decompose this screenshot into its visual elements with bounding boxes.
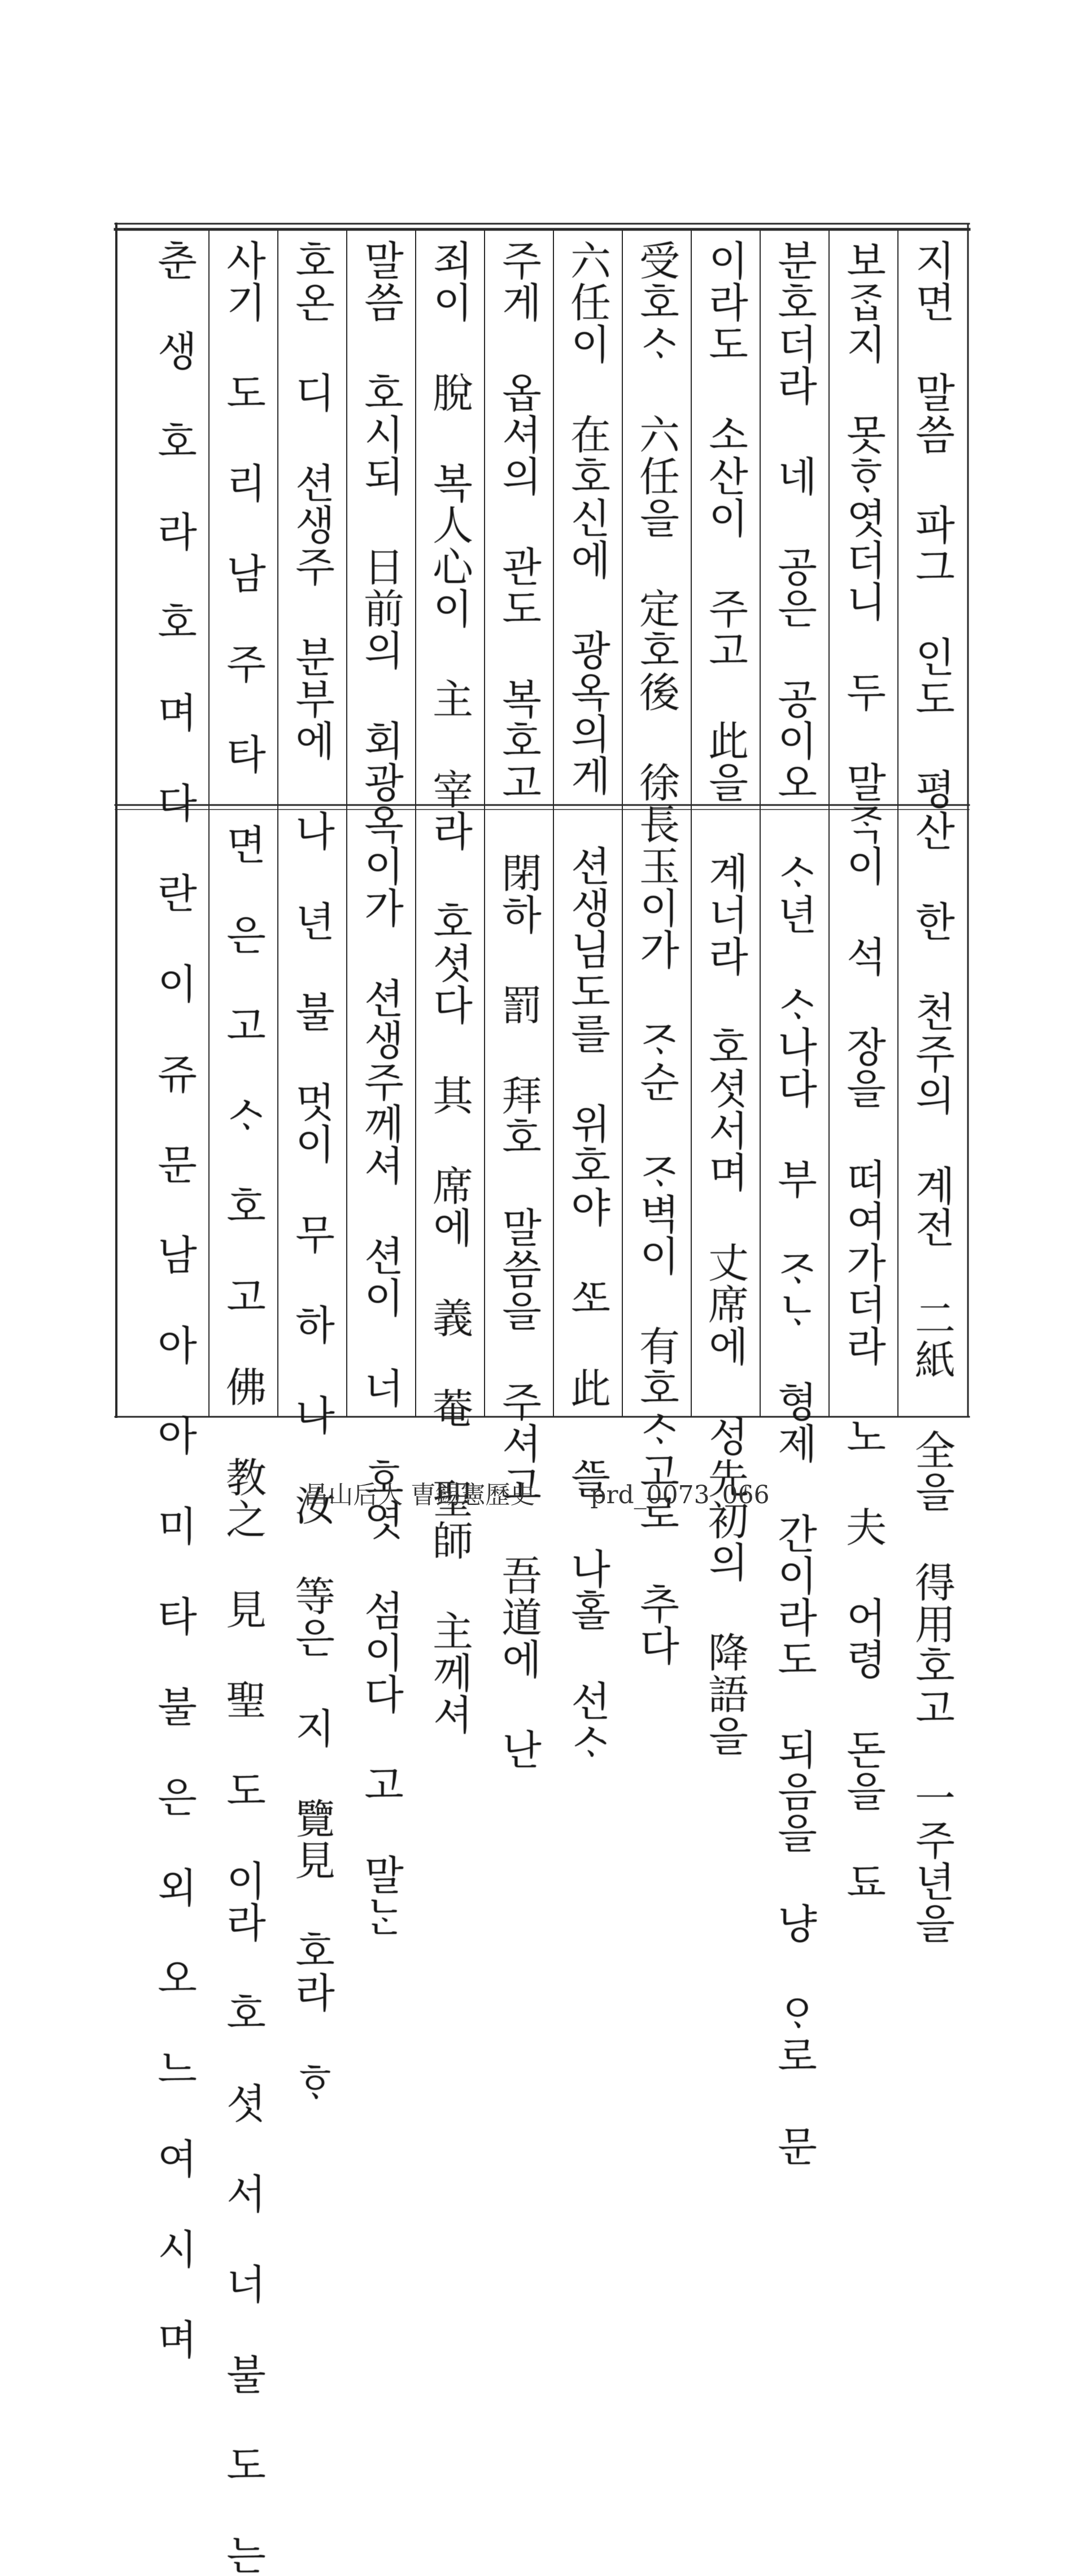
manuscript-column-5: 受호ᄉᆞ 六任을 定호後 徐長玉이가 ᄌᆞ순 ᄌᆞ벽이 有호ᄉᆞ고로 추다 xyxy=(633,240,680,1666)
manuscript-column-10: 호온 디 션생주 분부에 나 년 불 멋이 무 하 나 汝 等은 지 覽見 호라 ᄒᆞ xyxy=(288,240,335,2104)
page-code: prd_0073_066 xyxy=(590,1481,770,1509)
manuscript-column-4: 이라도 소산이 주고 此을 계너라 호셧서며 丈席에 성先初의 降語을 xyxy=(701,240,749,1757)
manuscript-column-6: 六任이 在호신에 광옥의게 션생님도를 위호야 ᄯᅩ 此 ᄯᅳᆯ 나홀 선ᄉᆞ xyxy=(564,240,611,1764)
manuscript-column-9: 말씀 호시되 日前의 회광옥이가 션생주께셔 션이 너 호엿 섬이다 고 말ᄂᆞᆫ xyxy=(357,240,404,1938)
manuscript-column-2: 보ᄌᆞᆸ지 못ᄒᆞ엿더니 두 말ᄌᆞᆨ이 석 장을 떠여가더라 노 夫 어령 돈을 됴 xyxy=(839,240,887,1903)
manuscript-column-12: 춘 생 호 라 호 며 다 란 이 쥬 문 남 아 아 미 타 불 은 외 오 느 여 시 며 xyxy=(150,240,198,2360)
manuscript-column-11: 사기 도 리 남 주 타 면 은 고 ᄉᆞ 호 고 佛 教之 見 聖 도 이라 호 셧 서 너 불 도 는 xyxy=(219,240,267,2576)
manuscript-column-1: 지면 말씀 파그 인도 평산 한 천주의 계전 二紙 全을 得用호고 一주년을 xyxy=(908,240,956,1944)
source-title: 昌山后人 曺錫憲歷史 xyxy=(303,1481,535,1509)
page-caption xyxy=(0,1474,1073,1511)
manuscript-column-3: 분호더라 네 공은 공이오 ᄉᆞ년 ᄉᆞ나다 부 ᄌᆞᄂᆞ 형제 간이라도 되음을 냥 ᄋᆞ로 문 xyxy=(770,240,818,2167)
manuscript-column-8: 죄이 脫 복人心이 主 宰라 호셧다 其 席에 義 菴 聖師 主께셔 xyxy=(426,240,473,1735)
manuscript-column-7: 주게 옵셔의 관도 복호고 閉하 罰 拜호 말씀을 주셔고 吾道에 난 xyxy=(495,240,542,1770)
